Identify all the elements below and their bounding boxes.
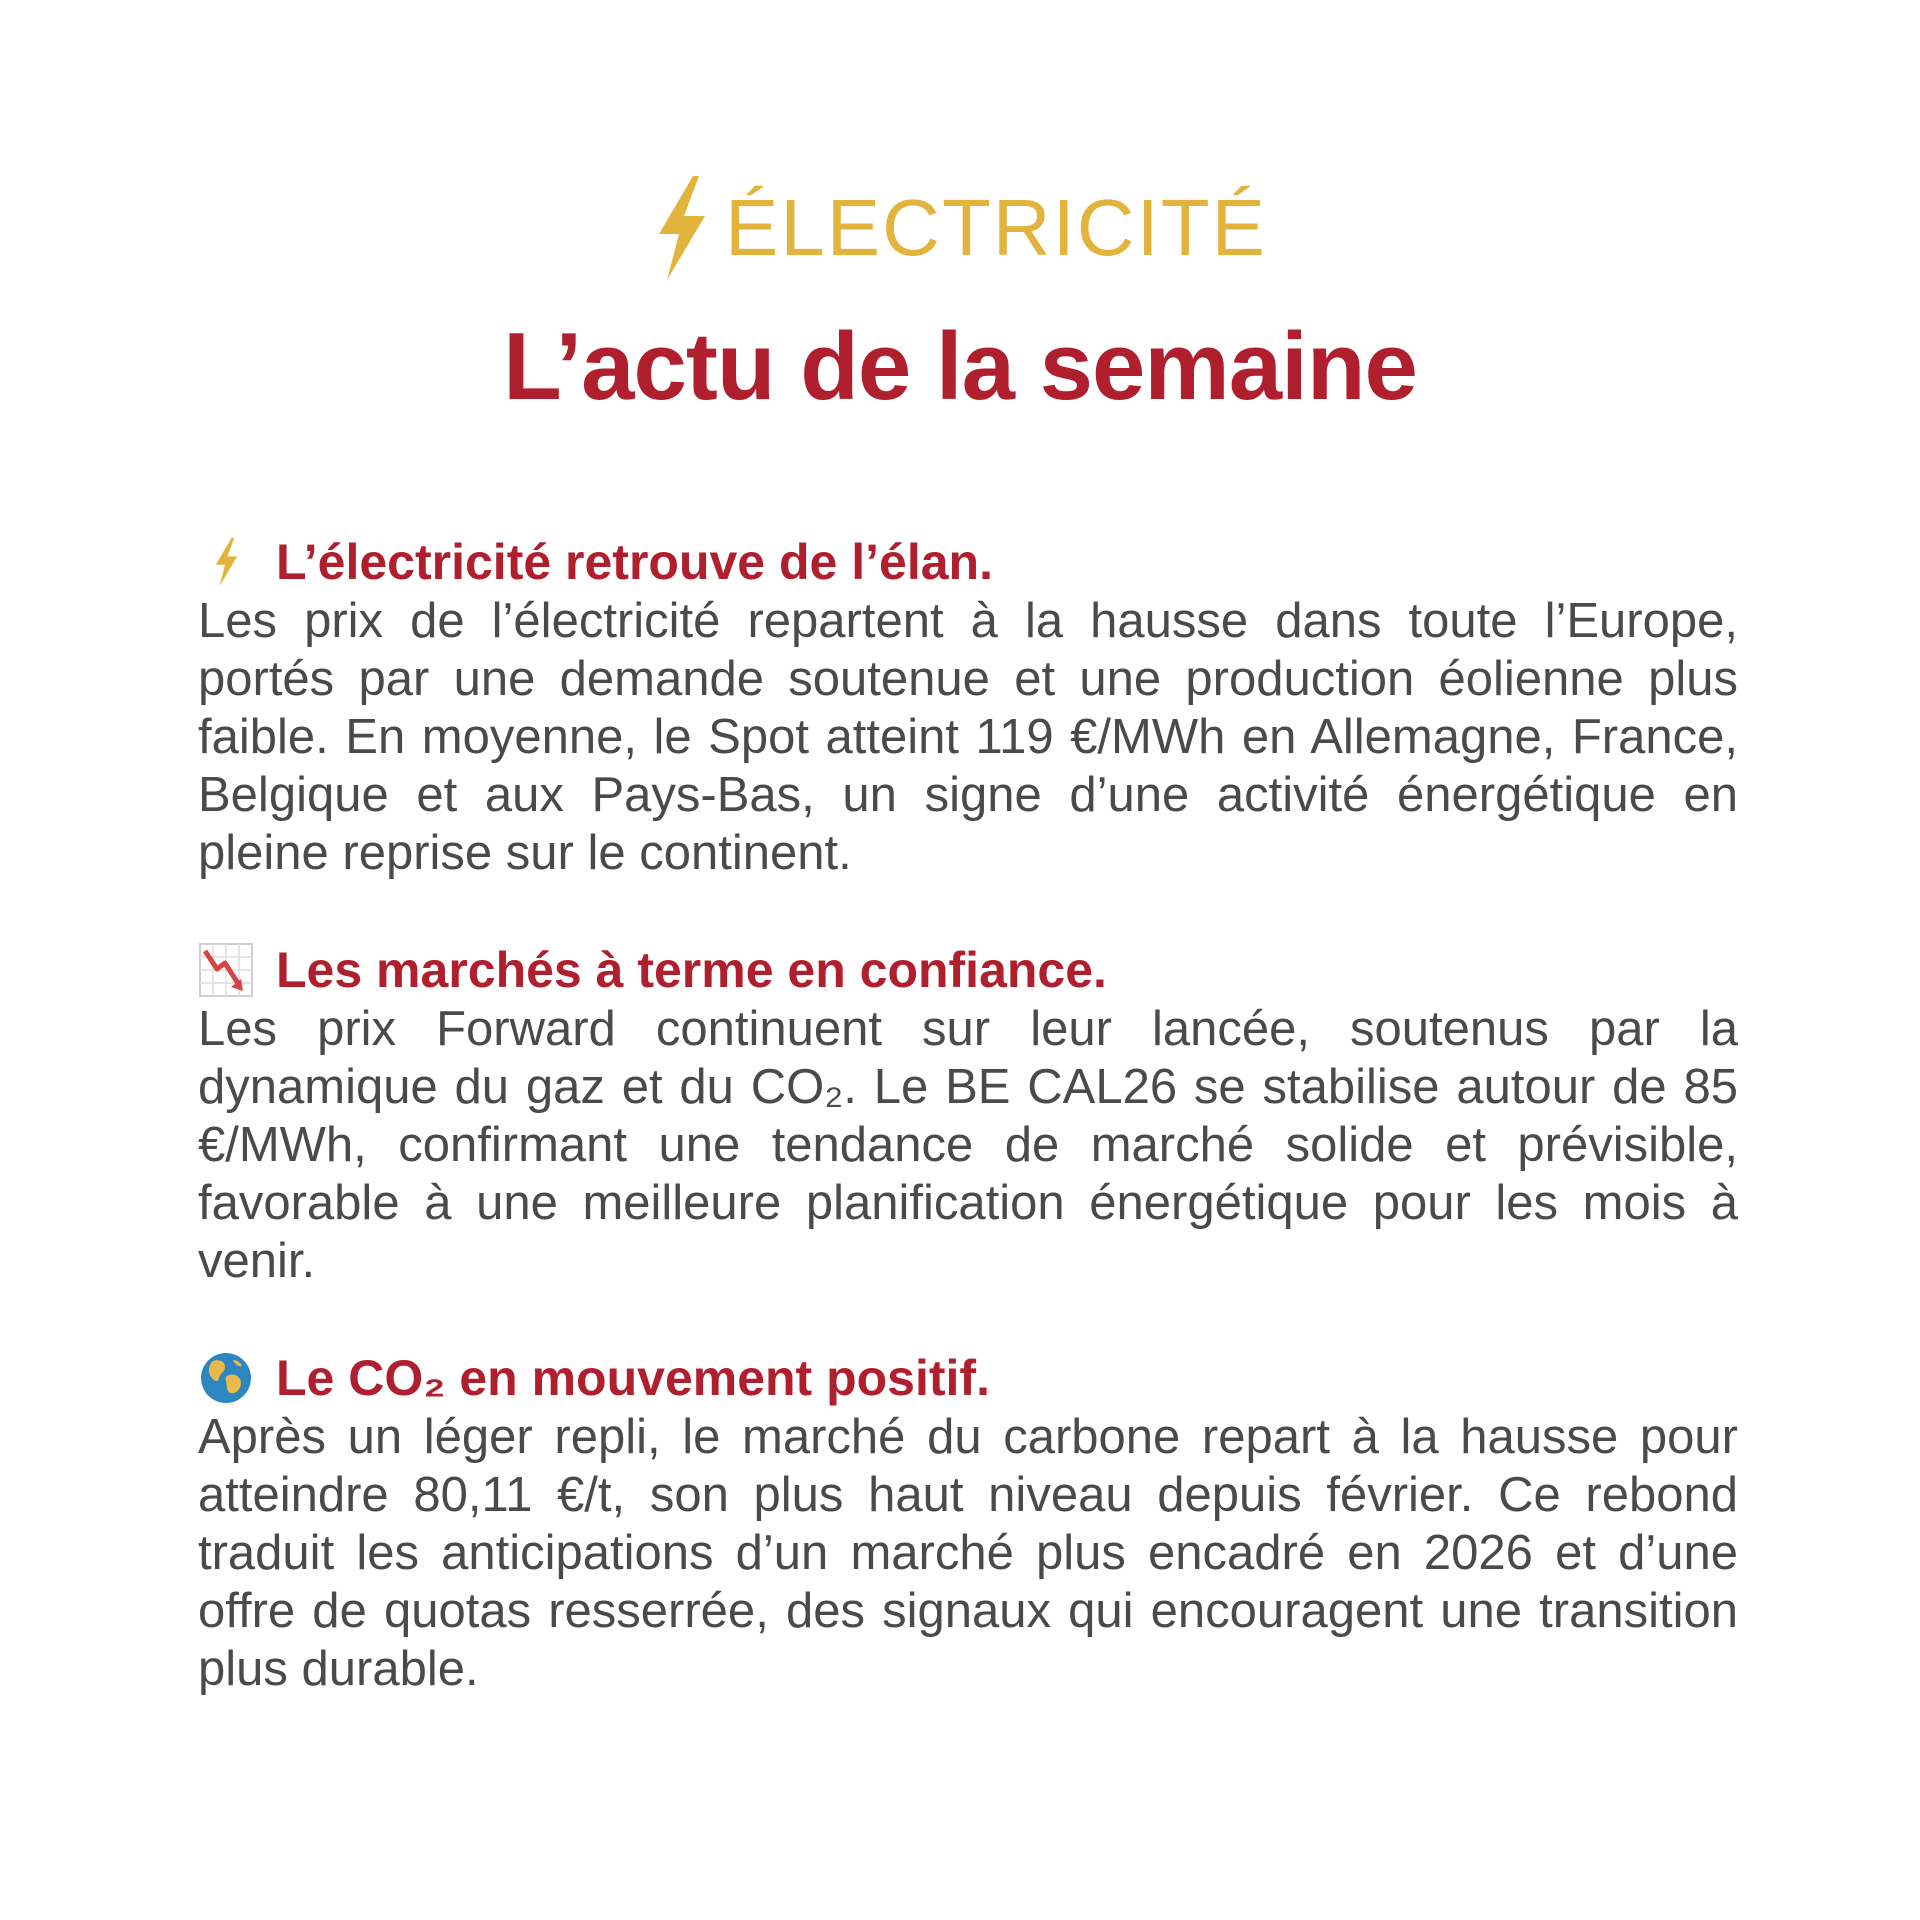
- news-item-header: [198, 532, 1738, 592]
- news-item-title: L’électricité retrouve de l’élan.: [276, 534, 993, 590]
- page-title: L’actu de la semaine: [503, 313, 1417, 420]
- news-item-body: Les prix Forward continuent sur leur lancée, soutenus par la dynamique du gaz et du CO₂. Le BE CAL26 se stabilise autour de 85 €/MWh, confirmant une tendance de marché solide et prévisible, favorable à une meilleure planification énergétique pour les mois à venir.: [198, 1002, 1738, 1288]
- news-item-header: [198, 1348, 1738, 1408]
- news-item-body: Après un léger repli, le marché du carbone repart à la hausse pour atteindre 80,11 €/t, son plus haut niveau depuis février. Ce rebond traduit les anticipations d’un marché plus encadré en 2026 et d’une offre de quotas resserrée, des signaux qui encouragent une transition plus durable.: [198, 1410, 1738, 1696]
- globe-icon: [198, 1350, 254, 1406]
- news-item-title: Le CO₂ en mouvement positif.: [276, 1350, 990, 1406]
- news-item-electricity: [198, 532, 1738, 882]
- news-list: [198, 532, 1738, 1756]
- chart-decreasing-icon: [198, 942, 254, 998]
- header: [0, 176, 1920, 420]
- category-label: ÉLECTRICITÉ: [724, 183, 1268, 272]
- lightning-icon: [198, 534, 254, 590]
- category-kicker: [653, 176, 1267, 280]
- news-item-body: Les prix de l’électricité repartent à la hausse dans toute l’Europe, portés par une demande soutenue et une production éolienne plus faible. En moyenne, le Spot atteint 119 €/MWh en Allemagne, France, Belgique et aux Pays-Bas, un signe d’une activité énergétique en pleine reprise sur le continent.: [198, 594, 1738, 880]
- news-item-title: Les marchés à terme en confiance.: [276, 942, 1107, 998]
- news-item-forward: [198, 940, 1738, 1290]
- lightning-icon: [653, 176, 709, 280]
- news-item-co2: [198, 1348, 1738, 1698]
- news-item-header: [198, 940, 1738, 1000]
